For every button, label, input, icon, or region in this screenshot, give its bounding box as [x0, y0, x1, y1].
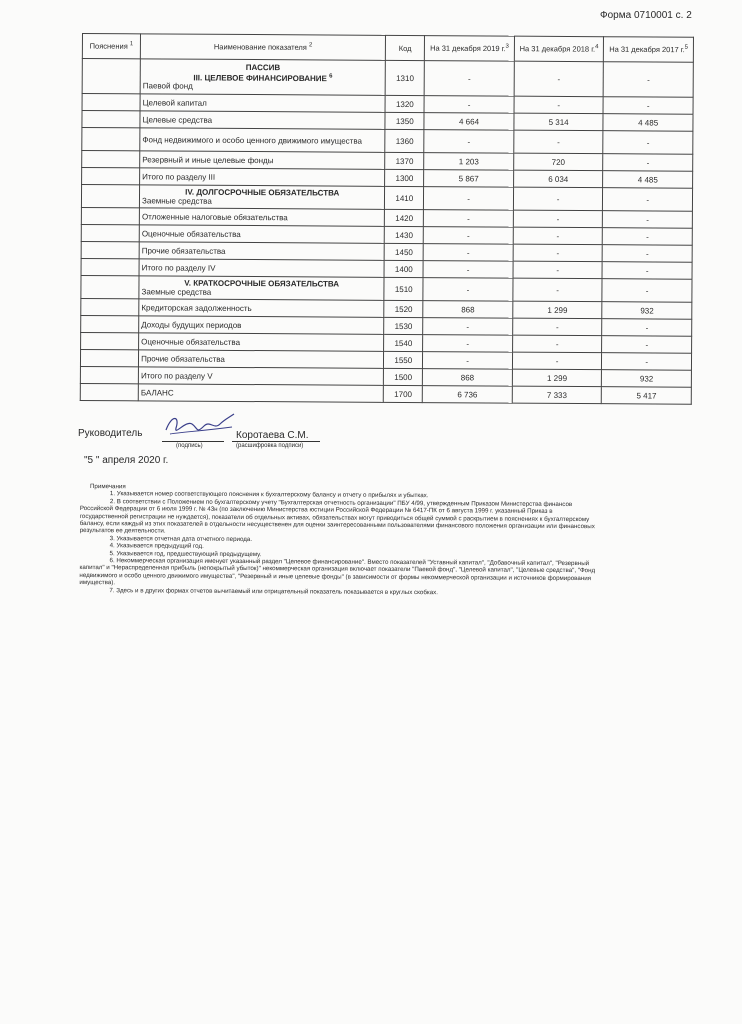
row-value-2017: -: [603, 188, 693, 212]
col-header-2019: На 31 декабря 2019 г.$^3$: [425, 36, 515, 62]
row-name: ПАССИВ III. ЦЕЛЕВОЕ ФИНАНСИРОВАНИЕ $^6$ Паевой фонд: [140, 59, 385, 95]
row-value-2018: -: [513, 318, 603, 336]
note-item: 3. Указывается отчетная дата отчетного периода.: [109, 535, 253, 543]
row-name: Прочие обязательства: [139, 242, 384, 260]
form-number: Форма 0710001 с. 2: [600, 10, 692, 21]
note-item: 1. Указывается номер соответствующего пояснения к бухгалтерскому балансу и отчету о прибылях и убытках.: [109, 490, 429, 500]
col-header-code: Код: [386, 35, 425, 60]
row-name: Оценочные обязательства: [139, 333, 384, 351]
row-code: 1410: [385, 186, 424, 209]
note-item: 4. Указывается предыдущий год.: [109, 542, 204, 551]
notes-title: Примечания: [89, 483, 126, 491]
signature-date: "5 " апреля 2020 г.: [84, 455, 169, 466]
row-code: 1450: [384, 243, 423, 260]
note-item: 5. Указывается год, предшествующий предыдущему.: [109, 549, 262, 558]
row-value-2017: -: [603, 131, 693, 155]
row-value-2017: 4 485: [603, 114, 693, 132]
balance-table: [80, 33, 694, 405]
signature-caption: (подпись): [176, 443, 203, 449]
note-cell: [81, 241, 139, 258]
row-name: Итого по разделу IV: [139, 259, 384, 277]
row-value-2018: -: [513, 210, 603, 228]
row-name: Итого по разделу V: [138, 367, 383, 385]
note-cell: [81, 315, 139, 332]
row-code: 1360: [385, 129, 424, 152]
row-value-2017: -: [602, 336, 692, 354]
section-title: V. КРАТКОСРОЧНЫЕ ОБЯЗАТЕЛЬСТВА: [184, 278, 340, 289]
row-name: Целевой капитал: [140, 94, 385, 112]
note-cell: [82, 111, 140, 128]
row-value-2017: -: [603, 97, 693, 115]
row-value-2017: -: [603, 245, 693, 263]
row-code: 1430: [385, 226, 424, 243]
row-value-2017: 932: [602, 302, 692, 320]
row-name: V. КРАТКОСРОЧНЫЕ ОБЯЗАТЕЛЬСТВА Заемные средства: [139, 276, 384, 300]
director-name: Коротаева С.М.: [236, 430, 309, 441]
row-value-2017: -: [602, 262, 692, 280]
row-code: 1310: [385, 60, 424, 95]
notes-section: [79, 483, 600, 597]
row-value-2019: -: [424, 187, 514, 211]
note-cell: [81, 224, 139, 241]
note-cell: [81, 332, 139, 349]
note-cell: [80, 366, 138, 383]
row-value-2018: -: [513, 278, 603, 302]
note-item: 2. В соответствии с Положением по бухгалтерскому учету "Бухгалтерская отчетность организации" ПБУ 4/99, утвержденным Приказом Министерства финансов Российской Федерации от 6 июля 1999 г. № 43н (по заключению Министерства юстиции Российской Федерации № 6417-ПК от 6 августа 1999 г. указанный Приказ в государственной регистрации не нуждается), показатели об отдельных активах, обязательствах могут приводиться общей суммой с раскрытием в пояснениях к бухгалтерскому балансу, если каждый из этих показателей в отдельности несущественен для оценки заинтересованными пользователями финансового положения организации или финансовых результатов ее деятельности.: [79, 497, 595, 535]
col-header-2018: На 31 декабря 2018 г.$^4$: [514, 36, 604, 62]
row-value-2017: -: [602, 279, 692, 303]
col-header-2017: На 31 декабря 2017 г.$^5$: [604, 37, 694, 63]
row-value-2019: 4 664: [424, 113, 514, 131]
row-name: Кредиторская задолженность: [139, 299, 384, 317]
row-code: 1350: [385, 112, 424, 129]
row-name: Целевые средства: [140, 111, 385, 129]
row-value-2018: -: [512, 352, 602, 370]
note-cell: [81, 275, 139, 298]
row-code: 1550: [384, 351, 423, 368]
table-row: [82, 59, 693, 98]
row-value-2019: -: [424, 227, 514, 245]
row-value-2017: -: [602, 353, 692, 371]
row-value-2017: -: [604, 62, 694, 98]
row-value-2018: -: [513, 244, 603, 262]
note-cell: [82, 151, 140, 168]
row-code: 1400: [384, 260, 423, 277]
row-value-2019: -: [423, 352, 513, 370]
row-value-2017: -: [603, 211, 693, 229]
row-name: Отложенные налоговые обязательства: [139, 208, 384, 226]
row-value-2019: 868: [423, 301, 513, 319]
note-cell: [81, 298, 139, 315]
row-value-2019: -: [424, 96, 514, 114]
row-code: 1420: [385, 209, 424, 226]
row-value-2017: 4 485: [603, 171, 693, 189]
signature-line: [162, 441, 224, 442]
row-value-2019: 1 203: [424, 153, 514, 171]
signature-label: Руководитель: [78, 428, 143, 439]
note-cell: [81, 207, 139, 224]
row-value-2018: -: [514, 130, 604, 154]
row-name: Фонд недвижимого и особо ценного движимого имущества: [140, 128, 385, 152]
row-value-2017: -: [603, 154, 693, 172]
row-name: IV. ДОЛГОСРОЧНЫЕ ОБЯЗАТЕЛЬСТВА Заемные средства: [140, 185, 385, 209]
row-name: Прочие обязательства: [139, 350, 384, 368]
row-code: 1520: [384, 300, 423, 317]
row-value-2019: -: [423, 261, 513, 279]
row-value-2018: -: [512, 335, 602, 353]
section-title: IV. ДОЛГОСРОЧНЫЕ ОБЯЗАТЕЛЬСТВА: [185, 187, 340, 198]
name-caption: (расшифровка подписи): [236, 443, 304, 449]
note-cell: [82, 128, 140, 151]
row-value-2018: -: [514, 96, 604, 114]
col-header-name: Наименование показателя $^2$: [140, 34, 385, 60]
row-value-2019: -: [424, 210, 514, 228]
row-value-2018: -: [513, 227, 603, 245]
section-title: ПАССИВ: [245, 62, 281, 72]
row-name: Оценочные обязательства: [139, 225, 384, 243]
row-value-2017: 932: [602, 370, 692, 388]
row-name: Резервный и иные целевые фонды: [140, 151, 385, 169]
table-header: [82, 34, 693, 63]
signature-scribble-icon: [162, 412, 242, 440]
row-code: 1530: [384, 317, 423, 334]
row-name: Доходы будущих периодов: [139, 316, 384, 334]
row-value-2018: 7 333: [512, 386, 602, 404]
note-item: 6. Некоммерческая организация именует указанный раздел "Целевое финансирование". Вместо показателей "Уставный капитал", "Добавочный капитал", "Резервный капитал" и "Нераспределенная прибыль (непокрытый убыток)" некоммерческая организация включает показатели "Паевой фонд", "Целевой капитал", "Целевые средства", "Фонд недвижимого и особо ценного движимого имущества", "Резервный и иные целевые фонды" (в зависимости от формы некоммерческой организации и источников формирования имущества).: [79, 557, 596, 587]
note-cell: [82, 168, 140, 185]
row-value-2019: -: [423, 278, 513, 302]
row-code: 1300: [385, 169, 424, 186]
row-value-2018: -: [514, 61, 604, 97]
row-value-2017: -: [602, 319, 692, 337]
row-value-2019: -: [423, 318, 513, 336]
row-value-2018: 5 314: [514, 113, 604, 131]
row-value-2018: 6 034: [513, 170, 603, 188]
row-code: 1370: [385, 152, 424, 169]
note-cell: [81, 258, 139, 275]
row-value-2018: 1 299: [512, 369, 602, 387]
row-value-2019: 5 867: [424, 170, 514, 188]
row-name: БАЛАНС: [138, 384, 383, 402]
row-value-2017: -: [603, 228, 693, 246]
section-title: III. ЦЕЛЕВОЕ ФИНАНСИРОВАНИЕ $^6$: [193, 73, 333, 83]
row-code: 1500: [384, 368, 423, 385]
row-value-2017: 5 417: [602, 387, 692, 405]
row-value-2018: -: [513, 187, 603, 211]
note-item: 7. Здесь и в других формах отчетов вычитаемый или отрицательный показатель показывается в круглых скобках.: [109, 586, 439, 596]
row-name: Итого по разделу III: [140, 168, 385, 186]
row-code: 1320: [385, 95, 424, 112]
row-value-2018: 1 299: [513, 301, 603, 319]
table-row: [80, 383, 691, 404]
row-value-2019: -: [423, 244, 513, 262]
row-value-2019: 6 736: [423, 386, 513, 404]
row-value-2019: -: [424, 61, 514, 97]
col-header-note: Пояснения $^1$: [82, 34, 140, 59]
row-value-2019: -: [423, 335, 513, 353]
row-code: 1540: [384, 334, 423, 351]
note-cell: [80, 349, 138, 366]
name-line: [232, 441, 320, 442]
row-code: 1510: [384, 277, 423, 300]
note-cell: [82, 59, 140, 94]
row-value-2018: 720: [514, 153, 604, 171]
note-cell: [81, 185, 139, 208]
row-code: 1700: [384, 385, 423, 402]
note-cell: [80, 383, 138, 400]
row-value-2019: -: [424, 130, 514, 154]
row-value-2018: -: [513, 261, 603, 279]
row-value-2019: 868: [423, 369, 513, 387]
note-cell: [82, 94, 140, 111]
